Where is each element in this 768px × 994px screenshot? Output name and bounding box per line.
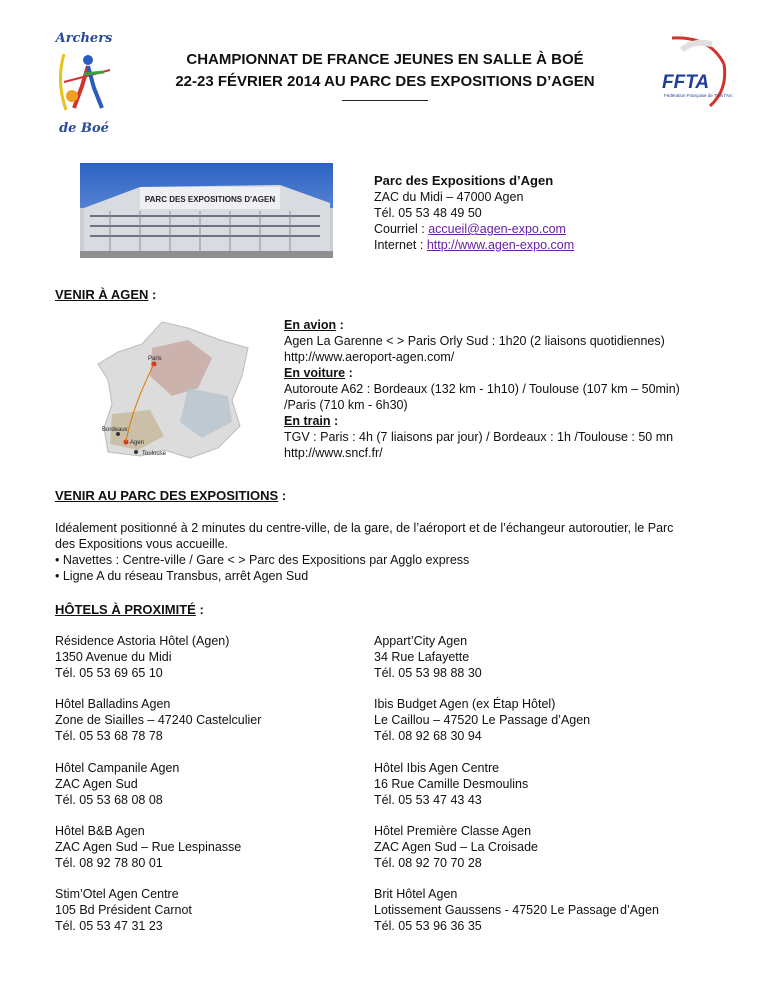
map-label-paris: Paris: [148, 356, 162, 362]
archers-de-boe-logo: [44, 26, 124, 136]
logo-right-sub: Fédération Française de Tir à l'Arc: [664, 93, 733, 98]
venue-photo: [80, 163, 333, 258]
avion-line2: http://www.aeroport-agen.com/: [284, 350, 455, 364]
section-heading-venir-agen: [55, 287, 156, 302]
train-label: En train: [284, 414, 331, 428]
avion-colon: :: [336, 318, 344, 332]
hotel-entry: [55, 696, 261, 744]
hotel-name: Hôtel Ibis Agen Centre: [374, 761, 500, 775]
avion-line1: Agen La Garenne < > Paris Orly Sud : 1h20 (2 liaisons quotidiennes): [284, 334, 665, 348]
hotel-name: Hôtel Première Classe Agen: [374, 824, 532, 838]
logo-right-text: FFTA: [662, 72, 710, 93]
venue-email-row: [374, 221, 574, 237]
section-heading-suffix: :: [278, 488, 287, 503]
section-heading-suffix: :: [148, 287, 157, 302]
hotel-phone: Tél. 05 53 96 36 35: [374, 919, 482, 933]
hotel-phone: Tél. 05 53 47 43 43: [374, 793, 482, 807]
voiture-row: [284, 365, 680, 381]
hotel-name: Appart’City Agen: [374, 634, 468, 648]
map-label-agen: Agen: [130, 440, 145, 446]
hotel-address: ZAC Agen Sud – La Croisade: [374, 840, 538, 854]
hotel-name: Hôtel B&B Agen: [55, 824, 145, 838]
hotel-phone: Tél. 08 92 68 30 94: [374, 729, 482, 743]
parc-access-text: [55, 520, 735, 584]
venue-info: [374, 172, 574, 253]
page-title-line2: 22-23 FÉVRIER 2014 AU PARC DES EXPOSITIONS D’AGEN: [175, 73, 595, 90]
hotel-phone: Tél. 05 53 69 65 10: [55, 666, 163, 680]
hotel-entry: [374, 696, 590, 744]
section-heading-suffix: :: [195, 602, 204, 617]
hotel-address: ZAC Agen Sud: [55, 777, 138, 791]
parc-line1: Idéalement positionné à 2 minutes du centre-ville, de la gare, de l’aéroport et de l’échangeur autoroutier, le Parc: [55, 521, 674, 535]
train-line2: http://www.sncf.fr/: [284, 446, 383, 460]
avion-row: [284, 317, 680, 333]
hotel-address: 1350 Avenue du Midi: [55, 650, 172, 664]
hotel-name: Brit Hôtel Agen: [374, 887, 458, 901]
venue-name: Parc des Expositions d’Agen: [374, 173, 554, 188]
section-heading-hotels-text: HÔTELS À PROXIMITÉ: [55, 602, 196, 617]
hotel-name: Stim’Otel Agen Centre: [55, 887, 179, 901]
venue-phone: Tél. 05 53 48 49 50: [374, 206, 482, 220]
section-heading-venir-agen-text: VENIR À AGEN: [55, 287, 149, 302]
hotel-address: 105 Bd Président Carnot: [55, 903, 192, 917]
hotel-phone: Tél. 05 53 68 08 08: [55, 793, 163, 807]
hotel-name: Ibis Budget Agen (ex Étap Hôtel): [374, 697, 556, 711]
transport-info: [284, 317, 680, 461]
page-title-line1: CHAMPIONNAT DE FRANCE JEUNES EN SALLE À BOÉ: [186, 51, 584, 68]
venue-web-label: Internet :: [374, 238, 427, 252]
hotel-phone: Tél. 08 92 70 70 28: [374, 856, 482, 870]
hotel-entry: [374, 633, 482, 681]
hotel-address: Lotissement Gaussens - 47520 Le Passage d’Agen: [374, 903, 659, 917]
hotel-phone: Tél. 05 53 47 31 23: [55, 919, 163, 933]
voiture-colon: :: [345, 366, 353, 380]
voiture-label: En voiture: [284, 366, 346, 380]
venue-web-row: [374, 237, 574, 253]
hotel-address: 34 Rue Lafayette: [374, 650, 470, 664]
venue-web-link[interactable]: http://www.agen-expo.com: [426, 238, 575, 252]
hotel-address: 16 Rue Camille Desmoulins: [374, 777, 529, 791]
train-line1: TGV : Paris : 4h (7 liaisons par jour) / Bordeaux : 1h /Toulouse : 50 mn: [284, 430, 674, 444]
hotel-entry: [374, 760, 528, 808]
hotel-phone: Tél. 05 53 68 78 78: [55, 729, 163, 743]
hotel-entry: [374, 823, 538, 871]
venue-address: ZAC du Midi – 47000 Agen: [374, 190, 524, 204]
section-heading-hotels: [55, 602, 204, 617]
hotel-entry: [55, 760, 179, 808]
avion-label: En avion: [284, 318, 337, 332]
title-divider: [342, 100, 428, 101]
hotel-entry: [55, 823, 241, 871]
voiture-line1: Autoroute A62 : Bordeaux (132 km - 1h10) / Toulouse (107 km – 50min): [284, 382, 680, 396]
section-heading-venir-parc-text: VENIR AU PARC DES EXPOSITIONS: [55, 488, 279, 503]
hotel-entry: [55, 886, 192, 934]
venue-email-label: Courriel :: [374, 222, 429, 236]
parc-line2: des Expositions vous accueille.: [55, 537, 229, 551]
photo-sign-text: PARC DES EXPOSITIONS D'AGEN: [144, 195, 276, 204]
parc-line4: • Ligne A du réseau Transbus, arrêt Agen Sud: [55, 569, 309, 583]
voiture-line2: /Paris (710 km - 6h30): [284, 398, 408, 412]
train-colon: :: [330, 414, 339, 428]
map-label-toulouse: Toulouse: [142, 451, 167, 457]
france-map: [92, 318, 262, 468]
hotel-name: Hôtel Campanile Agen: [55, 761, 180, 775]
hotel-phone: Tél. 05 53 98 88 30: [374, 666, 482, 680]
hotel-address: ZAC Agen Sud – Rue Lespinasse: [55, 840, 242, 854]
hotel-entry: [55, 633, 229, 681]
train-row: [284, 413, 680, 429]
hotel-entry: [374, 886, 659, 934]
hotel-name: Résidence Astoria Hôtel (Agen): [55, 634, 230, 648]
hotel-phone: Tél. 08 92 78 80 01: [55, 856, 163, 870]
parc-line3: • Navettes : Centre-ville / Gare < > Parc des Expositions par Agglo express: [55, 553, 470, 567]
hotel-name: Hôtel Balladins Agen: [55, 697, 171, 711]
venue-email-link[interactable]: accueil@agen-expo.com: [428, 222, 566, 236]
ffta-logo: [652, 30, 736, 112]
logo-left-bottom-text: de Boé: [59, 121, 109, 136]
hotel-address: Zone de Siailles – 47240 Castelculier: [55, 713, 262, 727]
map-label-bordeaux: Bordeaux: [102, 427, 128, 433]
section-heading-venir-parc: [55, 488, 286, 503]
logo-left-top-text: Archers: [55, 31, 113, 46]
hotel-address: Le Caillou – 47520 Le Passage d’Agen: [374, 713, 591, 727]
